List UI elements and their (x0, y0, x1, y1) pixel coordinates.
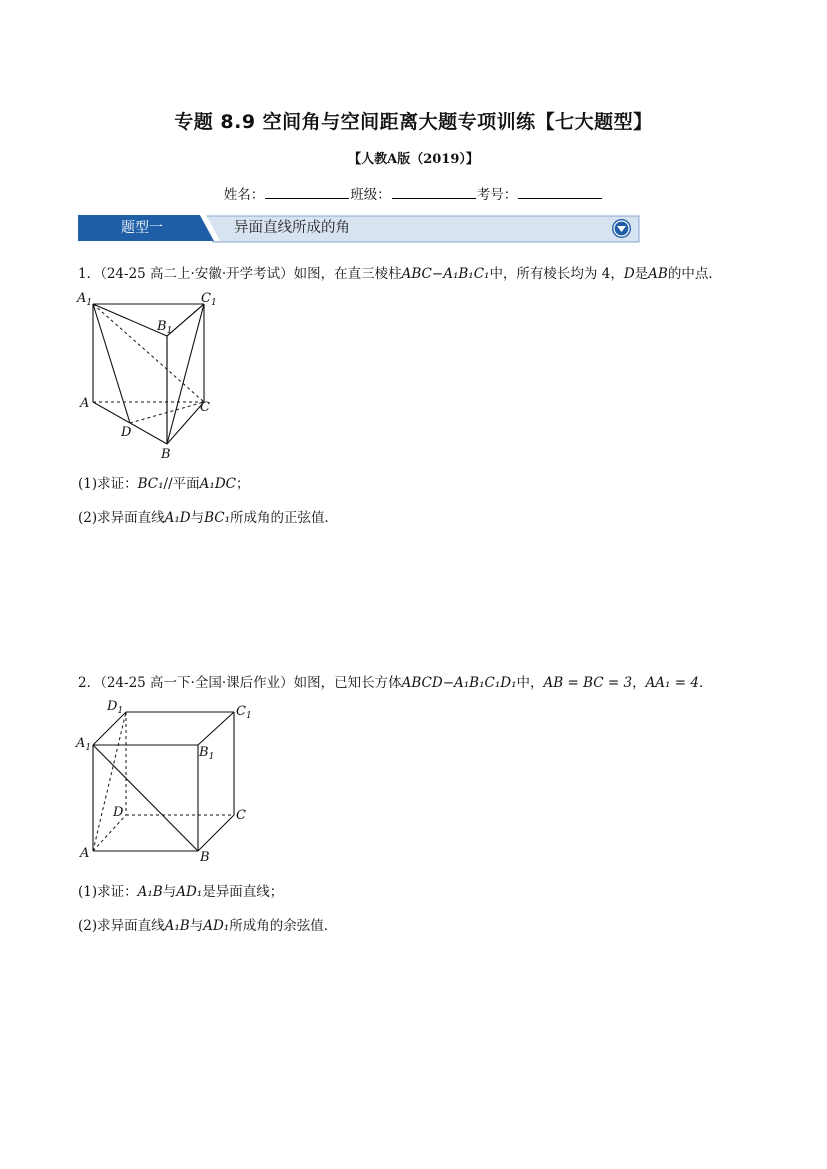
section-title: 异面直线所成的角 (234, 220, 350, 236)
solid-name: ABCD−A₁B₁C₁D₁ (401, 675, 517, 691)
student-info-row (0, 183, 827, 203)
class-label: 班级： (350, 187, 391, 203)
question-2-part-2: (2)求异面直线A₁B与AD₁所成角的余弦值． (78, 918, 338, 934)
stem-text: 中， (516, 675, 544, 691)
question-number: 2． (78, 675, 101, 691)
figure-cuboid (74, 695, 264, 870)
stem-text: 如图，在直三棱柱 (293, 266, 402, 282)
point-name: D (623, 266, 635, 282)
label-B: B (200, 850, 210, 865)
section-tag: 题型一 (121, 220, 163, 236)
label-C1: $C_1$ (201, 291, 217, 308)
label-D1: $D_1$ (107, 699, 124, 716)
question-source: （24-25 高二上·安徽·开学考试） (100, 266, 294, 282)
exam-blank[interactable] (518, 184, 602, 199)
label-B1: $B_1$ (157, 319, 173, 336)
edition-subtitle: 【人教A版（2019）】 (348, 152, 479, 167)
page-title: 专题 8.9 空间角与空间距离大题专项训练【七大题型】 (174, 111, 653, 133)
name-blank[interactable] (265, 184, 349, 199)
question-2-part-1: (1)求证：A₁B与AD₁是异面直线； (78, 884, 284, 900)
label-D: D (113, 805, 124, 820)
segment-name: AB (648, 266, 668, 282)
section-banner[interactable] (78, 215, 640, 243)
stem-text: 是 (634, 266, 649, 282)
question-1-part-1: (1)求证：BC₁//平面A₁DC； (78, 476, 250, 492)
label-A1: $A_1$ (77, 291, 93, 308)
label-A1: $A_1$ (76, 736, 92, 753)
solid-name: ABC−A₁B₁C₁ (401, 266, 490, 282)
chevron-down-circle-icon[interactable] (611, 218, 632, 239)
stem-text: 如图，已知长方体 (293, 675, 402, 691)
label-A: A (80, 396, 90, 411)
figure-prism (74, 286, 224, 466)
question-source: （24-25 高一下·全国·课后作业） (100, 675, 294, 691)
label-D: D (121, 425, 132, 440)
stem-text: 中，所有棱长均为 4， (489, 266, 624, 282)
label-B: B (161, 447, 171, 462)
label-C1: $C_1$ (236, 704, 252, 721)
label-C: C (236, 808, 246, 823)
question-number: 1． (78, 266, 101, 282)
class-blank[interactable] (392, 184, 476, 199)
label-B1: $B_1$ (199, 745, 215, 762)
question-2-stem: 2．（24-25 高一下·全国·课后作业）如图，已知长方体ABCD−A₁B₁C₁D₁中，AB = BC = 3，AA₁ = 4． (78, 675, 713, 691)
question-1-stem (78, 262, 722, 282)
label-C: C (200, 400, 210, 415)
condition-1: AB = BC = 3 (543, 675, 633, 691)
exam-label: 考号： (476, 187, 518, 203)
label-A: A (80, 846, 90, 861)
question-1-part-2: (2)求异面直线A₁D与BC₁所成角的正弦值． (78, 510, 339, 526)
stem-text: 的中点． (667, 266, 722, 282)
name-label: 姓名： (223, 187, 265, 203)
condition-2: AA₁ = 4 (645, 675, 699, 691)
